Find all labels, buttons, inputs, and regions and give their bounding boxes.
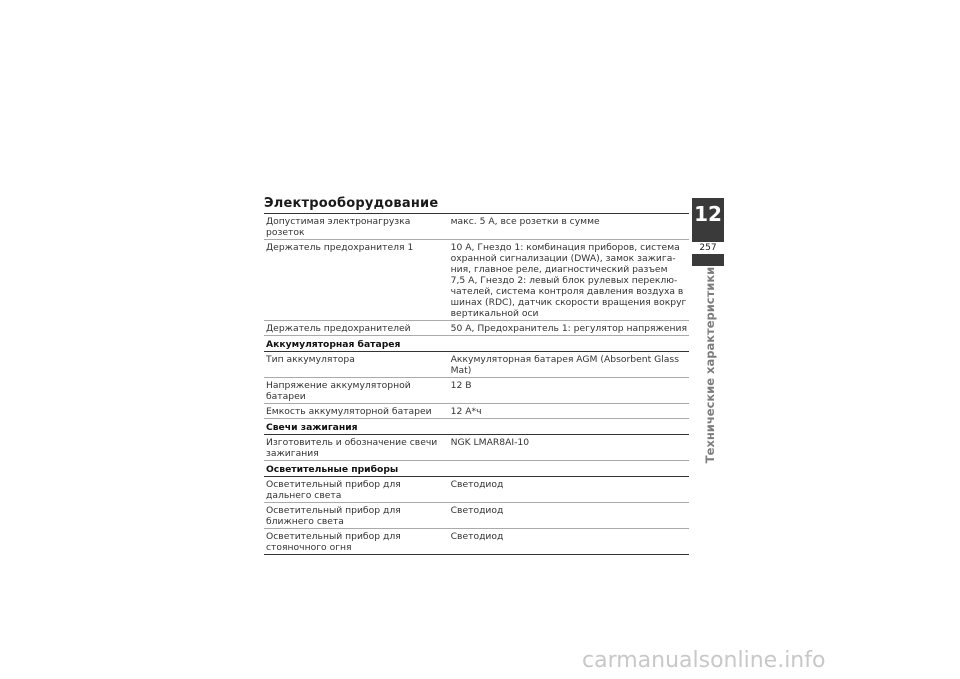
spec-value-line: 10 А, Гнездо 1: комбинация приборов, система (450, 242, 680, 253)
spec-value (445, 378, 689, 404)
spec-value-line: Аккумуляторная батарея AGM (Absorbent Glass (450, 354, 679, 365)
spec-parameter: Тип аккумулятора (264, 352, 445, 378)
spec-row (264, 477, 689, 503)
spec-value (445, 321, 689, 336)
spec-value (445, 503, 689, 529)
spec-value (445, 352, 689, 378)
spec-value-line: охранной сигнализации (DWA), замок зажига- (450, 253, 676, 264)
spec-value-line: NGK LMAR8AI-10 (450, 437, 530, 448)
spec-parameter: Изготовитель и обозначение свечи зажигания (264, 435, 445, 461)
spec-value-line: Светодиод (450, 505, 504, 516)
spec-value-line: ния, главное реле, диагностический разъем (450, 264, 668, 275)
spec-value (445, 214, 689, 240)
spec-row (264, 503, 689, 529)
watermark: carmanualsonline.info (582, 648, 826, 673)
spec-parameter: Держатель предохранителя 1 (264, 240, 445, 321)
section-title: Свечи зажигания (264, 419, 689, 435)
spec-row (264, 321, 689, 336)
section-header-row (264, 461, 689, 477)
specifications-table (264, 213, 689, 555)
spec-value-line: макс. 5 А, все розетки в сумме (450, 216, 600, 227)
section-header-row (264, 419, 689, 435)
spec-value-line: чателей, система контроля давления воздуха в (450, 286, 684, 297)
spec-value-line: Светодиод (450, 479, 504, 490)
spec-value-line: Mat) (450, 365, 472, 376)
spec-row (264, 435, 689, 461)
spec-value (445, 477, 689, 503)
spec-value-line: 50 А, Предохранитель 1: регулятор напряжения (450, 323, 687, 334)
spec-parameter: Напряжение аккумуляторной батареи (264, 378, 445, 404)
spec-parameter: Емкость аккумуляторной батареи (264, 404, 445, 419)
section-header-row (264, 336, 689, 352)
spec-value-line: 12 В (450, 380, 472, 391)
spec-row (264, 214, 689, 240)
spec-value (445, 435, 689, 461)
section-title: Аккумуляторная батарея (264, 336, 689, 352)
spec-value-line: вертикальной оси (450, 308, 539, 319)
spec-parameter: Держатель предохранителей (264, 321, 445, 336)
spec-value (445, 404, 689, 419)
spec-value (445, 240, 689, 321)
section-title: Осветительные приборы (264, 461, 689, 477)
spec-row (264, 378, 689, 404)
spec-value-line: 12 А*ч (450, 406, 482, 417)
spec-parameter: Осветительный прибор для ближнего света (264, 503, 445, 529)
side-title-container (702, 266, 718, 464)
spec-row (264, 352, 689, 378)
spec-value-line: Светодиод (450, 531, 504, 542)
chapter-side-title: Технические характеристики (703, 266, 717, 464)
chapter-tab (692, 198, 724, 266)
spec-parameter: Осветительный прибор для дальнего света (264, 477, 445, 503)
chapter-number: 12 (694, 202, 722, 226)
spec-row (264, 529, 689, 555)
spec-value (445, 529, 689, 555)
page-title: Электрооборудование (264, 196, 439, 211)
spec-parameter: Осветительный прибор для стояночного огня (264, 529, 445, 555)
spec-row (264, 404, 689, 419)
spec-value-line: шинах (RDC), датчик скорости вращения вокруг (450, 297, 687, 308)
spec-parameter: Допустимая электронагрузка розеток (264, 214, 445, 240)
spec-value-line: 7,5 А, Гнездо 2: левый блок рулевых переклю- (450, 275, 678, 286)
page-number: 257 (692, 242, 724, 254)
spec-row (264, 240, 689, 321)
